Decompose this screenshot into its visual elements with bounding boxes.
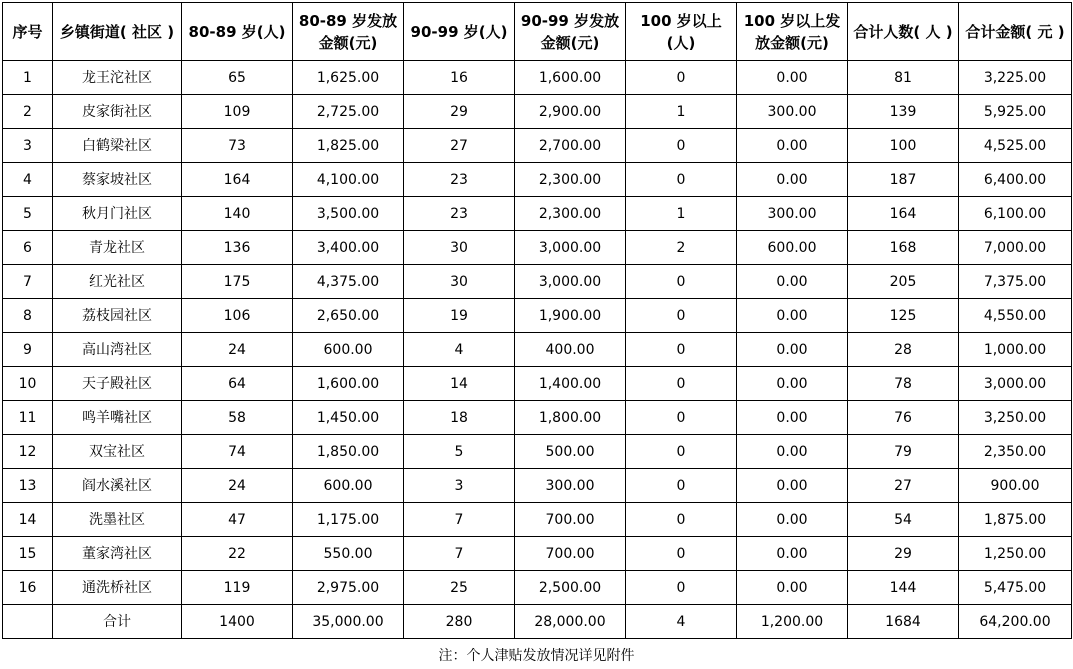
table-row bbox=[3, 95, 1072, 129]
table-cell: 14 bbox=[404, 367, 515, 401]
table-cell: 5 bbox=[3, 197, 53, 231]
table-cell: 1,175.00 bbox=[293, 503, 404, 537]
table-cell: 1,250.00 bbox=[959, 537, 1072, 571]
table-cell: 16 bbox=[3, 571, 53, 605]
table-cell: 0.00 bbox=[737, 367, 848, 401]
total-cell: 1400 bbox=[182, 605, 293, 639]
total-cell: 35,000.00 bbox=[293, 605, 404, 639]
table-cell: 0 bbox=[626, 61, 737, 95]
table-cell: 0 bbox=[626, 129, 737, 163]
table-cell: 7 bbox=[404, 503, 515, 537]
table-cell: 139 bbox=[848, 95, 959, 129]
table-cell: 76 bbox=[848, 401, 959, 435]
table-cell: 3,000.00 bbox=[959, 367, 1072, 401]
table-cell: 600.00 bbox=[293, 333, 404, 367]
table-row bbox=[3, 163, 1072, 197]
table-cell: 27 bbox=[404, 129, 515, 163]
table-cell: 9 bbox=[3, 333, 53, 367]
table-cell: 0 bbox=[626, 469, 737, 503]
table-row bbox=[3, 401, 1072, 435]
table-cell: 900.00 bbox=[959, 469, 1072, 503]
table-cell: 1,875.00 bbox=[959, 503, 1072, 537]
header-cell: 80-89 岁(人) bbox=[182, 3, 293, 61]
table-cell: 2,300.00 bbox=[515, 163, 626, 197]
table-cell: 550.00 bbox=[293, 537, 404, 571]
table-cell: 通洗桥社区 bbox=[53, 571, 182, 605]
table-row bbox=[3, 61, 1072, 95]
table-cell: 175 bbox=[182, 265, 293, 299]
table-cell: 董家湾社区 bbox=[53, 537, 182, 571]
table-cell: 81 bbox=[848, 61, 959, 95]
table-cell: 鸣羊嘴社区 bbox=[53, 401, 182, 435]
table-cell: 2,500.00 bbox=[515, 571, 626, 605]
table-cell: 4 bbox=[3, 163, 53, 197]
table-cell: 3,225.00 bbox=[959, 61, 1072, 95]
total-row bbox=[3, 605, 1072, 639]
table-cell: 144 bbox=[848, 571, 959, 605]
table-cell: 0.00 bbox=[737, 401, 848, 435]
table-cell: 600.00 bbox=[293, 469, 404, 503]
table-cell: 1,825.00 bbox=[293, 129, 404, 163]
table-cell: 24 bbox=[182, 333, 293, 367]
table-cell: 19 bbox=[404, 299, 515, 333]
header-cell: 乡镇街道( 社区 ) bbox=[53, 3, 182, 61]
table-cell: 1,625.00 bbox=[293, 61, 404, 95]
total-cell: 1684 bbox=[848, 605, 959, 639]
table-row bbox=[3, 469, 1072, 503]
total-cell bbox=[3, 605, 53, 639]
table-cell: 78 bbox=[848, 367, 959, 401]
table-cell: 58 bbox=[182, 401, 293, 435]
table-cell: 3,500.00 bbox=[293, 197, 404, 231]
table-row bbox=[3, 299, 1072, 333]
table-cell: 1,850.00 bbox=[293, 435, 404, 469]
header-cell: 80-89 岁发放金额(元) bbox=[293, 3, 404, 61]
table-cell: 0.00 bbox=[737, 129, 848, 163]
table-cell: 1,400.00 bbox=[515, 367, 626, 401]
table-cell: 红光社区 bbox=[53, 265, 182, 299]
table-cell: 0.00 bbox=[737, 503, 848, 537]
table-cell: 18 bbox=[404, 401, 515, 435]
table-cell: 4,550.00 bbox=[959, 299, 1072, 333]
header-cell: 序号 bbox=[3, 3, 53, 61]
table-cell: 187 bbox=[848, 163, 959, 197]
table-cell: 400.00 bbox=[515, 333, 626, 367]
table-cell: 3 bbox=[3, 129, 53, 163]
total-cell: 28,000.00 bbox=[515, 605, 626, 639]
table-cell: 双宝社区 bbox=[53, 435, 182, 469]
table-cell: 700.00 bbox=[515, 537, 626, 571]
table-cell: 0 bbox=[626, 503, 737, 537]
table-cell: 6,400.00 bbox=[959, 163, 1072, 197]
table-row bbox=[3, 537, 1072, 571]
table-cell: 3,400.00 bbox=[293, 231, 404, 265]
table-row bbox=[3, 435, 1072, 469]
table-cell: 500.00 bbox=[515, 435, 626, 469]
table-cell: 0.00 bbox=[737, 469, 848, 503]
table-cell: 7,375.00 bbox=[959, 265, 1072, 299]
table-cell: 0.00 bbox=[737, 537, 848, 571]
table-cell: 119 bbox=[182, 571, 293, 605]
header-row bbox=[3, 3, 1072, 61]
table-cell: 205 bbox=[848, 265, 959, 299]
table-cell: 4,525.00 bbox=[959, 129, 1072, 163]
table-row bbox=[3, 265, 1072, 299]
table-cell: 1 bbox=[626, 197, 737, 231]
total-cell: 64,200.00 bbox=[959, 605, 1072, 639]
subsidy-table bbox=[2, 2, 1072, 639]
table-cell: 23 bbox=[404, 163, 515, 197]
table-cell: 106 bbox=[182, 299, 293, 333]
table-cell: 0.00 bbox=[737, 435, 848, 469]
table-cell: 14 bbox=[3, 503, 53, 537]
table-cell: 700.00 bbox=[515, 503, 626, 537]
table-cell: 0.00 bbox=[737, 61, 848, 95]
table-cell: 4,100.00 bbox=[293, 163, 404, 197]
table-cell: 1,450.00 bbox=[293, 401, 404, 435]
table-cell: 29 bbox=[848, 537, 959, 571]
table-cell: 0 bbox=[626, 401, 737, 435]
table-cell: 24 bbox=[182, 469, 293, 503]
table-cell: 0 bbox=[626, 333, 737, 367]
table-cell: 0 bbox=[626, 299, 737, 333]
table-cell: 0 bbox=[626, 367, 737, 401]
table-cell: 白鹤梁社区 bbox=[53, 129, 182, 163]
table-cell: 2,975.00 bbox=[293, 571, 404, 605]
table-cell: 168 bbox=[848, 231, 959, 265]
table-cell: 164 bbox=[182, 163, 293, 197]
table-cell: 0.00 bbox=[737, 571, 848, 605]
table-row bbox=[3, 333, 1072, 367]
total-cell: 合计 bbox=[53, 605, 182, 639]
table-cell: 140 bbox=[182, 197, 293, 231]
table-cell: 64 bbox=[182, 367, 293, 401]
table-cell: 皮家街社区 bbox=[53, 95, 182, 129]
table-cell: 2,700.00 bbox=[515, 129, 626, 163]
table-cell: 164 bbox=[848, 197, 959, 231]
table-cell: 0.00 bbox=[737, 265, 848, 299]
table-cell: 1,600.00 bbox=[293, 367, 404, 401]
table-cell: 12 bbox=[3, 435, 53, 469]
table-cell: 22 bbox=[182, 537, 293, 571]
table-cell: 16 bbox=[404, 61, 515, 95]
table-cell: 7 bbox=[3, 265, 53, 299]
table-cell: 2,300.00 bbox=[515, 197, 626, 231]
table-cell: 高山湾社区 bbox=[53, 333, 182, 367]
table-cell: 125 bbox=[848, 299, 959, 333]
table-row bbox=[3, 231, 1072, 265]
table-cell: 1,600.00 bbox=[515, 61, 626, 95]
table-cell: 1,000.00 bbox=[959, 333, 1072, 367]
table-cell: 65 bbox=[182, 61, 293, 95]
table-cell: 龙王沱社区 bbox=[53, 61, 182, 95]
table-cell: 0 bbox=[626, 435, 737, 469]
table-cell: 0 bbox=[626, 265, 737, 299]
table-cell: 109 bbox=[182, 95, 293, 129]
table-cell: 74 bbox=[182, 435, 293, 469]
table-cell: 2 bbox=[626, 231, 737, 265]
table-cell: 1,900.00 bbox=[515, 299, 626, 333]
table-cell: 0.00 bbox=[737, 163, 848, 197]
table-cell: 5,925.00 bbox=[959, 95, 1072, 129]
table-cell: 8 bbox=[3, 299, 53, 333]
table-cell: 3,000.00 bbox=[515, 231, 626, 265]
table-row bbox=[3, 571, 1072, 605]
table-cell: 13 bbox=[3, 469, 53, 503]
table-cell: 7 bbox=[404, 537, 515, 571]
total-cell: 4 bbox=[626, 605, 737, 639]
table-cell: 天子殿社区 bbox=[53, 367, 182, 401]
header-cell: 合计金额( 元 ) bbox=[959, 3, 1072, 61]
table-cell: 300.00 bbox=[515, 469, 626, 503]
table-cell: 300.00 bbox=[737, 197, 848, 231]
table-cell: 47 bbox=[182, 503, 293, 537]
table-cell: 600.00 bbox=[737, 231, 848, 265]
table-cell: 5 bbox=[404, 435, 515, 469]
header-cell: 90-99 岁发放金额(元) bbox=[515, 3, 626, 61]
table-cell: 2,350.00 bbox=[959, 435, 1072, 469]
table-cell: 10 bbox=[3, 367, 53, 401]
table-cell: 荔枝园社区 bbox=[53, 299, 182, 333]
table-cell: 28 bbox=[848, 333, 959, 367]
table-cell: 2,725.00 bbox=[293, 95, 404, 129]
table-cell: 136 bbox=[182, 231, 293, 265]
table-row bbox=[3, 129, 1072, 163]
header-cell: 合计人数( 人 ) bbox=[848, 3, 959, 61]
table-cell: 73 bbox=[182, 129, 293, 163]
table-body bbox=[3, 61, 1072, 605]
table-cell: 青龙社区 bbox=[53, 231, 182, 265]
table-cell: 1 bbox=[626, 95, 737, 129]
table-row bbox=[3, 367, 1072, 401]
table-cell: 23 bbox=[404, 197, 515, 231]
table-cell: 11 bbox=[3, 401, 53, 435]
table-cell: 0 bbox=[626, 163, 737, 197]
table-cell: 300.00 bbox=[737, 95, 848, 129]
footnote: 注：个人津贴发放情况详见附件 bbox=[438, 648, 635, 664]
table-cell: 54 bbox=[848, 503, 959, 537]
table-cell: 30 bbox=[404, 265, 515, 299]
table-cell: 25 bbox=[404, 571, 515, 605]
table-cell: 29 bbox=[404, 95, 515, 129]
table-cell: 4,375.00 bbox=[293, 265, 404, 299]
table-cell: 3,250.00 bbox=[959, 401, 1072, 435]
table-row bbox=[3, 197, 1072, 231]
total-cell: 280 bbox=[404, 605, 515, 639]
table-cell: 5,475.00 bbox=[959, 571, 1072, 605]
table-cell: 2,900.00 bbox=[515, 95, 626, 129]
table-cell: 2,650.00 bbox=[293, 299, 404, 333]
table-cell: 1,800.00 bbox=[515, 401, 626, 435]
table-cell: 2 bbox=[3, 95, 53, 129]
table-cell: 0.00 bbox=[737, 299, 848, 333]
table-cell: 27 bbox=[848, 469, 959, 503]
header-cell: 100 岁以上(人) bbox=[626, 3, 737, 61]
table-cell: 6,100.00 bbox=[959, 197, 1072, 231]
total-cell: 1,200.00 bbox=[737, 605, 848, 639]
table-row bbox=[3, 503, 1072, 537]
table-cell: 洗墨社区 bbox=[53, 503, 182, 537]
table-cell: 0 bbox=[626, 537, 737, 571]
table-cell: 15 bbox=[3, 537, 53, 571]
table-cell: 79 bbox=[848, 435, 959, 469]
table-cell: 3 bbox=[404, 469, 515, 503]
table-cell: 3,000.00 bbox=[515, 265, 626, 299]
table-cell: 4 bbox=[404, 333, 515, 367]
table-cell: 秋月门社区 bbox=[53, 197, 182, 231]
table-cell: 1 bbox=[3, 61, 53, 95]
header-cell: 90-99 岁(人) bbox=[404, 3, 515, 61]
table-cell: 30 bbox=[404, 231, 515, 265]
table-cell: 100 bbox=[848, 129, 959, 163]
table-cell: 阎水溪社区 bbox=[53, 469, 182, 503]
header-cell: 100 岁以上发放金额(元) bbox=[737, 3, 848, 61]
table-cell: 0 bbox=[626, 571, 737, 605]
table-cell: 0.00 bbox=[737, 333, 848, 367]
table-cell: 蔡家坡社区 bbox=[53, 163, 182, 197]
table-cell: 7,000.00 bbox=[959, 231, 1072, 265]
table-cell: 6 bbox=[3, 231, 53, 265]
